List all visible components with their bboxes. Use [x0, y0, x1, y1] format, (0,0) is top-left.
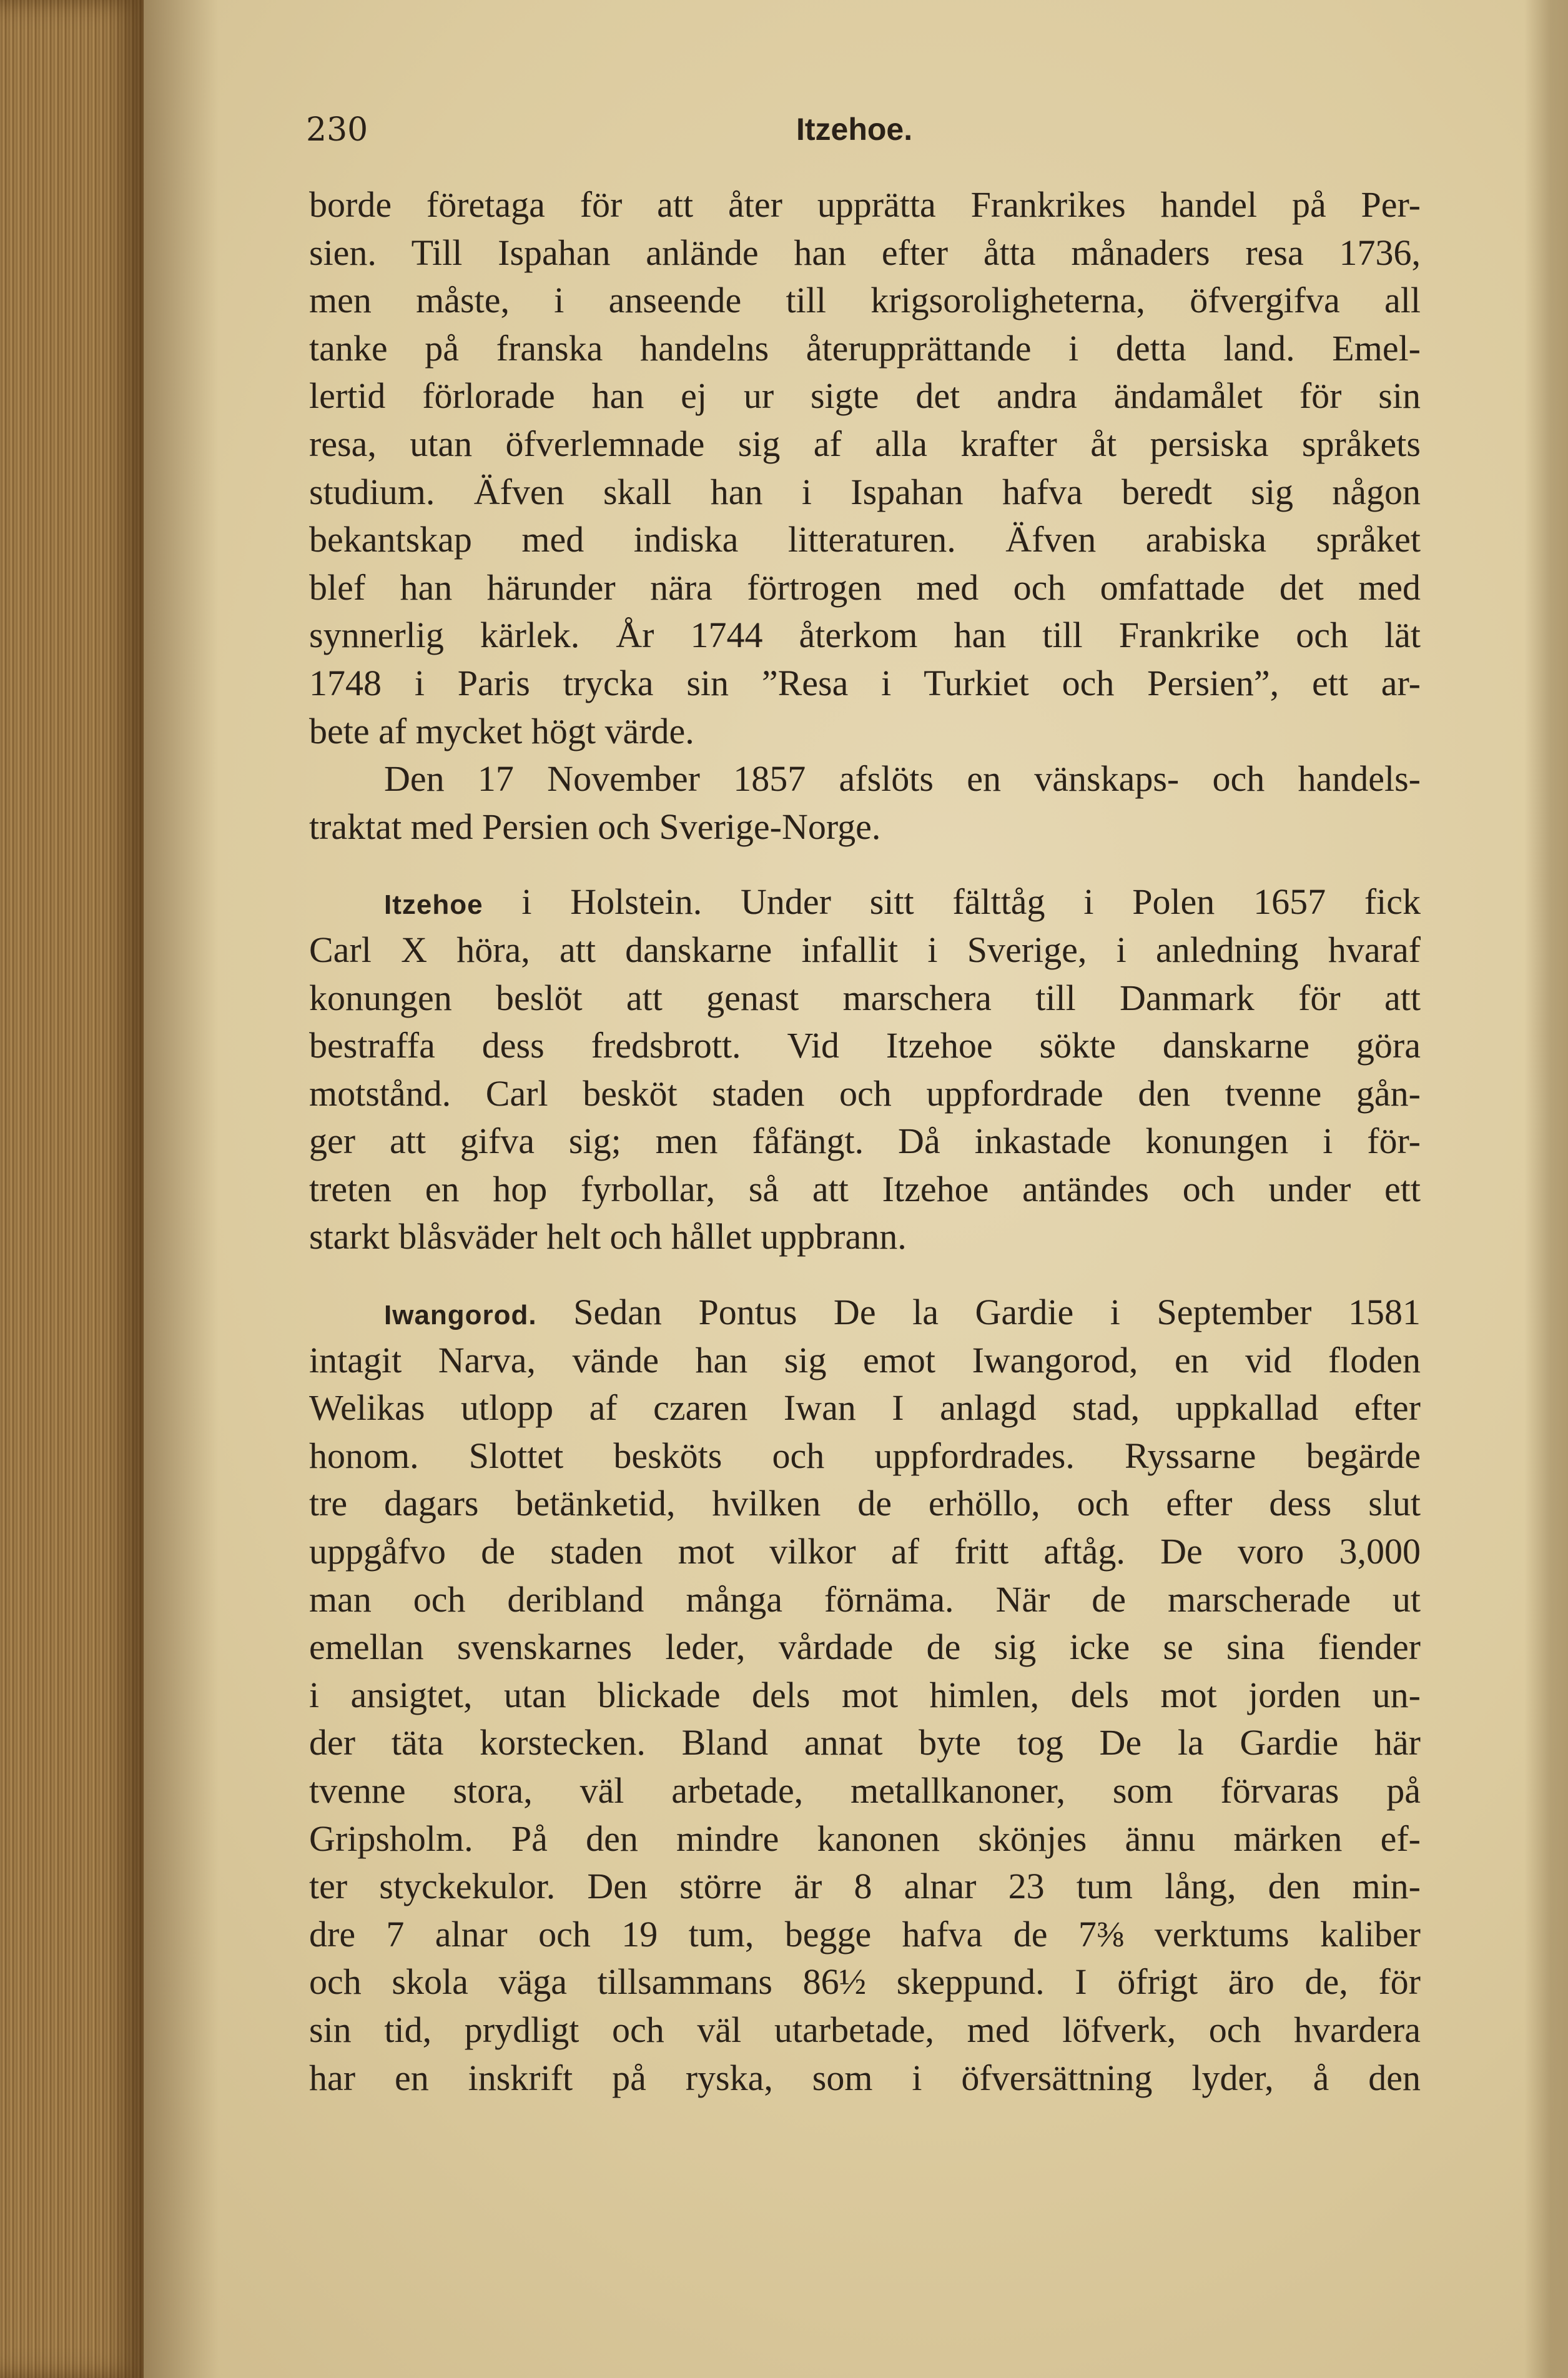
text-line: [309, 878, 1421, 926]
text-line: Welikas utlopp af czaren Iwan I anlagd stad, uppkallad efter: [309, 1387, 1421, 1429]
text-line: treten en hop fyrbollar, så att Itzehoe antändes och under ett: [309, 1168, 1421, 1209]
gutter-shadow: [144, 0, 219, 2378]
text-line-rest: i Holstein. Under sitt fälttåg i Polen 1657 fick: [521, 881, 1421, 923]
text-line: bestraffa dess fredsbrott. Vid Itzehoe sökte danskarne göra: [309, 1025, 1421, 1066]
right-page-edge: [1524, 0, 1568, 2378]
text-line: sien. Till Ispahan anlände han efter åtta månaders resa 1736,: [309, 232, 1421, 273]
entry-gap: [309, 1261, 1421, 1289]
text-line: bete af mycket högt värde.: [309, 710, 694, 751]
text-line: men måste, i anseende till krigsoroligheterna, öfvergifva all: [309, 280, 1421, 321]
entry-itzehoe: [309, 878, 1421, 1261]
text-line: synnerlig kärlek. År 1744 återkom han till Frankrike och lät: [309, 615, 1421, 656]
text-line: intagit Narva, vände han sig emot Iwangorod, en vid floden: [309, 1339, 1421, 1380]
entry-headword: Itzehoe: [384, 889, 483, 921]
entry-iwangorod: [309, 1289, 1421, 2102]
text-line: Carl X höra, att danskarne infallit i Sverige, i anledning hvaraf: [309, 929, 1421, 970]
text-line: motstånd. Carl besköt staden och uppfordrade den tvenne gån-: [309, 1073, 1421, 1114]
paragraph-traktat: [309, 755, 1421, 851]
text-line: sin tid, prydligt och väl utarbetade, med löfverk, och hvardera: [309, 2009, 1421, 2050]
text-line: i ansigtet, utan blickade dels mot himlen, dels mot jorden un-: [309, 1674, 1421, 1715]
text-line: ger att gifva sig; men fåfängt. Då inkastade konungen i för-: [309, 1121, 1421, 1162]
entry-headword: Iwangorod.: [384, 1300, 537, 1331]
text-line: 1748 i Paris trycka sin ”Resa i Turkiet och Persien”, ett ar-: [309, 662, 1421, 703]
running-head: Itzehoe.: [796, 112, 913, 147]
text-line-rest: Sedan Pontus De la Gardie i September 1581: [573, 1292, 1421, 1333]
text-line: resa, utan öfverlemnade sig af alla krafter åt persiska språkets: [309, 423, 1421, 464]
text-line: studium. Äfven skall han i Ispahan hafva beredt sig någon: [309, 471, 1421, 512]
text-line: starkt blåsväder helt och hållet uppbrann.: [309, 1216, 907, 1257]
text-line: [309, 1289, 1421, 1337]
paragraph-persien: [309, 181, 1421, 755]
text-line: lertid förlorade han ej ur sigte det andra ändamålet för sin: [309, 375, 1421, 417]
text-line: blef han härunder nära förtrogen med och omfattade det med: [309, 567, 1421, 608]
text-line: der täta korstecken. Bland annat byte tog De la Gardie här: [309, 1722, 1421, 1763]
text-line: dre 7 alnar och 19 tum, begge hafva de 7⅜ verktums kaliber: [309, 1913, 1421, 1954]
text-line: och skola väga tillsammans 86½ skeppund. I öfrigt äro de, för: [309, 1961, 1421, 2003]
text-line: uppgåfvo de staden mot vilkor af fritt aftåg. De voro 3,000: [309, 1531, 1421, 1572]
book-edge-pages: [0, 0, 144, 2378]
text-line: honom. Slottet besköts och uppfordrades. Ryssarne begärde: [309, 1435, 1421, 1476]
text-line: ter styckekulor. Den större är 8 alnar 23 tum lång, den min-: [309, 1866, 1421, 1907]
text-line: borde företaga för att åter upprätta Frankrikes handel på Per-: [309, 184, 1421, 225]
text-line: emellan svenskarnes leder, vårdade de sig icke se sina fiender: [309, 1627, 1421, 1668]
text-line: tanke på franska handelns återupprättande i detta land. Emel-: [309, 327, 1421, 369]
text-line: Den 17 November 1857 afslöts en vänskaps- och handels-: [384, 758, 1421, 800]
text-line: tre dagars betänketid, hvilken de erhöllo, och efter dess slut: [309, 1483, 1421, 1524]
page-header: [306, 111, 1430, 161]
text-line: man och deribland många förnäma. När de marscherade ut: [309, 1578, 1421, 1620]
text-line: bekantskap med indiska litteraturen. Äfven arabiska språket: [309, 519, 1421, 560]
text-line: traktat med Persien och Sverige-Norge.: [309, 806, 881, 847]
text-line: konungen beslöt att genast marschera till Danmark för att: [309, 977, 1421, 1018]
page-number: 230: [306, 111, 368, 149]
body-text: [309, 181, 1421, 2102]
text-line: Gripsholm. På den mindre kanonen skönjes ännu märken ef-: [309, 1818, 1421, 1859]
text-line: har en inskrift på ryska, som i öfversättning lyder, å den: [309, 2057, 1421, 2098]
text-line: tvenne stora, väl arbetade, metallkanoner, som förvaras på: [309, 1770, 1421, 1811]
entry-gap: [309, 851, 1421, 878]
